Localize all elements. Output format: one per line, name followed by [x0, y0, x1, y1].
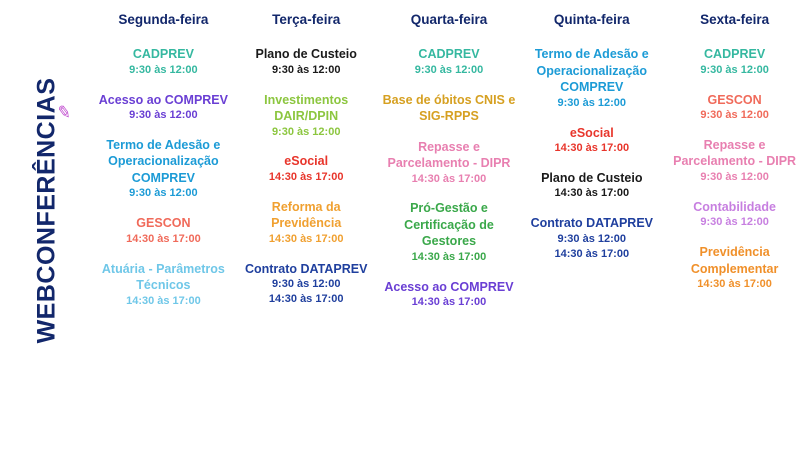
- schedule-entry: [96, 215, 231, 246]
- weekday-header: Quarta-feira: [410, 12, 488, 27]
- schedule-entry: [667, 137, 802, 185]
- entry-title: Plano de Custeio: [541, 170, 643, 185]
- entry-time: 14:30 às 17:00: [411, 296, 487, 309]
- entry-title: Atuária - Parâmetros Técnicos: [101, 261, 225, 293]
- schedule-entry: [239, 92, 374, 140]
- schedule-entry: [524, 125, 659, 156]
- entry-title: Pró-Gestão e Certificação de Gestores: [404, 201, 494, 249]
- entry-title: CADPREV: [418, 47, 480, 62]
- schedule-entry: [96, 46, 231, 77]
- entry-time: 9:30 às 12:00: [129, 109, 198, 122]
- entry-title: Previdência Complementar: [690, 245, 779, 276]
- schedule-entry: [239, 199, 374, 247]
- weekday-column: [663, 12, 806, 453]
- entry-title: Acesso ao COMPREV: [98, 92, 228, 107]
- entry-time: 9:30 às 12:00: [129, 63, 198, 76]
- entry-title: Base de óbitos CNIS e SIG-RPPS: [382, 92, 516, 124]
- entry-time: 9:30 às 12:00: [700, 63, 769, 76]
- entry-title: eSocial: [284, 154, 329, 169]
- entry-title: Repasse e Parcelamento - DIPR: [387, 139, 511, 171]
- entry-title: eSocial: [569, 125, 614, 140]
- weekday-column: [92, 12, 235, 453]
- entry-time: 9:30 às 12:00: [271, 278, 341, 291]
- entry-title: GESCON: [707, 92, 762, 107]
- entry-time: 9:30 às 12:00: [557, 96, 627, 109]
- schedule-entry: [667, 244, 802, 292]
- entry-title: Acesso ao COMPREV: [384, 279, 514, 294]
- entry-time: 9:30 às 12:00: [129, 187, 198, 200]
- entry-time: 14:30 às 17:00: [554, 142, 630, 155]
- entry-title: Termo de Adesão e Operacionalização COMPREV: [534, 47, 649, 95]
- schedule-entry: [382, 200, 517, 264]
- weekday-column: [378, 12, 521, 453]
- schedule-entry: [524, 215, 659, 261]
- vertical-title-block: [0, 0, 92, 453]
- entry-time: 14:30 às 17:00: [268, 170, 344, 183]
- entry-time: 14:30 às 17:00: [126, 294, 201, 307]
- entry-time: 9:30 às 12:00: [700, 170, 769, 183]
- entry-time: 9:30 às 12:00: [700, 109, 769, 122]
- weekday-header: Terça-feira: [272, 12, 341, 27]
- schedule-entry: [524, 46, 659, 110]
- entry-time: 9:30 às 12:00: [414, 63, 484, 76]
- entry-title: CADPREV: [704, 47, 766, 62]
- entry-time: 14:30 às 17:00: [126, 232, 201, 245]
- schedule-entry: [239, 261, 374, 307]
- page-title: WEBCONFERÊNCIAS: [32, 77, 61, 344]
- entry-title: Reforma da Previdência: [271, 199, 342, 231]
- weekday-grid: [92, 0, 806, 453]
- schedule-entry: [667, 46, 802, 77]
- entry-time: 14:30 às 17:00: [554, 187, 630, 200]
- schedule-entry: [667, 199, 802, 230]
- schedule-entry: [667, 92, 802, 123]
- weekday-column: [235, 12, 378, 453]
- schedule-entry: [96, 137, 231, 201]
- entry-title: GESCON: [136, 216, 191, 231]
- schedule-entry: [239, 46, 374, 77]
- entry-time: 14:30 às 17:00: [554, 247, 630, 260]
- entry-time: 14:30 às 17:00: [697, 278, 772, 291]
- weekday-header: Sexta-feira: [700, 12, 770, 27]
- entry-time: 9:30 às 12:00: [700, 216, 769, 229]
- entry-title: Contabilidade: [693, 199, 776, 214]
- schedule-entry: [382, 46, 517, 77]
- sparkle-icon: ✎: [55, 102, 73, 123]
- entry-title: Plano de Custeio: [255, 47, 357, 62]
- entry-title: Termo de Adesão e Operacionalização COMPREV: [106, 137, 221, 185]
- schedule-entry: [382, 92, 517, 125]
- entry-title: Contrato DATAPREV: [530, 216, 654, 231]
- entry-time: 14:30 às 17:00: [268, 292, 344, 305]
- schedule-entry: [239, 153, 374, 184]
- entry-title: Contrato DATAPREV: [244, 261, 368, 276]
- weekday-column: [520, 12, 663, 453]
- entry-time: 9:30 às 12:00: [271, 63, 341, 76]
- entry-time: 14:30 às 17:00: [411, 250, 487, 263]
- entry-time: 14:30 às 17:00: [268, 232, 344, 245]
- entry-time: 9:30 às 12:00: [271, 125, 341, 138]
- schedule-entry: [382, 139, 517, 187]
- weekday-header: Segunda-feira: [118, 12, 209, 27]
- schedule-entry: [382, 279, 517, 310]
- entry-time: 9:30 às 12:00: [557, 232, 627, 245]
- schedule-entry: [96, 261, 231, 309]
- entry-time: 14:30 às 17:00: [411, 172, 487, 185]
- weekday-header: Quinta-feira: [553, 12, 630, 27]
- entry-title: CADPREV: [132, 47, 194, 62]
- schedule-entry: [524, 170, 659, 201]
- schedule-entry: [96, 92, 231, 123]
- entry-title: Repasse e Parcelamento - DIPR: [673, 137, 797, 169]
- entry-title: Investimentos DAIR/DPIN: [264, 92, 349, 124]
